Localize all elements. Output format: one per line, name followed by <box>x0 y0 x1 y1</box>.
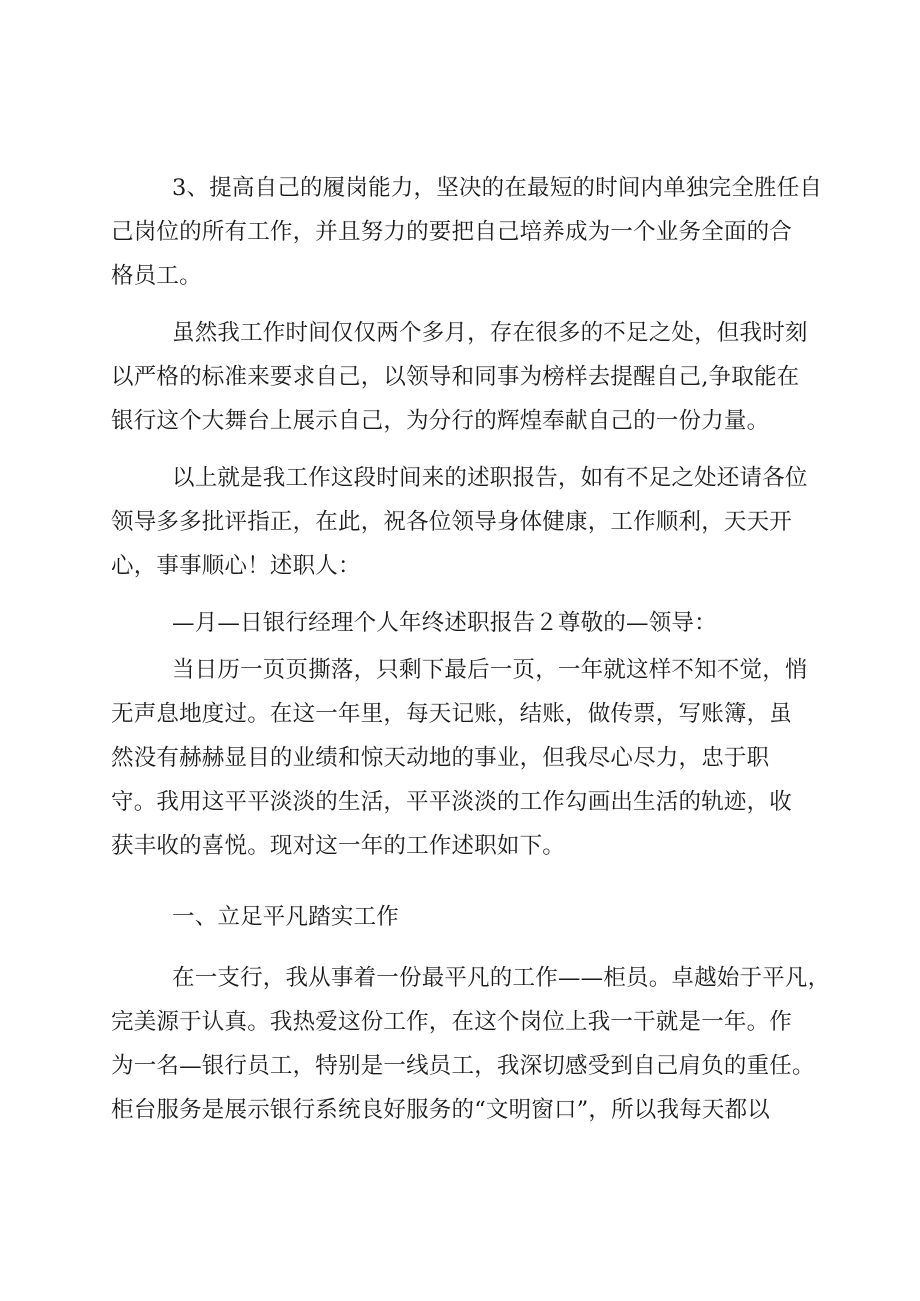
text-line: 完美源于认真。我热爱这份工作，在这个岗位上我一干就是一年。作 <box>111 1009 793 1035</box>
text-line: 为一名—银行员工，特别是一线员工，我深切感受到自己肩负的重任。 <box>111 1053 815 1079</box>
text-line: 心，事事顺心！述职人： <box>111 553 361 579</box>
text-line: 当日历一页页撕落，只剩下最后一页，一年就这样不知不觉，悄 <box>172 657 808 683</box>
text-line: 以严格的标准来要求自己，以领导和同事为榜样去提醒自己,争取能在 <box>111 364 800 390</box>
text-line: 无声息地度过。在这一年里，每天记账，结账，做传票，写账簿，虽 <box>111 701 793 727</box>
text-line: 然没有赫赫显目的业绩和惊天动地的事业，但我尽心尽力，忠于职 <box>111 745 770 771</box>
text-line: 柜台服务是展示银行系统良好服务的“文明窗口”，所以我每天都以 <box>111 1097 771 1123</box>
text-line: 在一支行，我从事着一份最平凡的工作——柜员。卓越始于平凡， <box>172 965 831 991</box>
text-line: 获丰收的喜悦。现对这一年的工作述职如下。 <box>111 833 566 859</box>
text-line: —月—日银行经理个人年终述职报告２尊敬的—领导： <box>172 610 717 636</box>
section-heading: 一、立足平凡踏实工作 <box>172 904 400 930</box>
text-line: 领导多多批评指正，在此，祝各位领导身体健康，工作顺利，天天开 <box>111 509 793 535</box>
text-line: 3、提高自己的履岗能力，坚决的在最短的时间内单独完全胜任自 <box>172 175 823 201</box>
text-line: 守。我用这平平淡淡的生活，平平淡淡的工作勾画出生活的轨迹，收 <box>111 789 793 815</box>
text-line: 己岗位的所有工作，并且努力的要把自己培养成为一个业务全面的合 <box>111 219 793 245</box>
text-line: 以上就是我工作这段时间来的述职报告，如有不足之处还请各位 <box>172 465 808 491</box>
text-line: 格员工。 <box>111 263 202 289</box>
text-line: 虽然我工作时间仅仅两个多月，存在很多的不足之处，但我时刻 <box>172 320 808 346</box>
text-line: 银行这个大舞台上展示自己，为分行的辉煌奉献自己的一份力量。 <box>111 408 770 434</box>
